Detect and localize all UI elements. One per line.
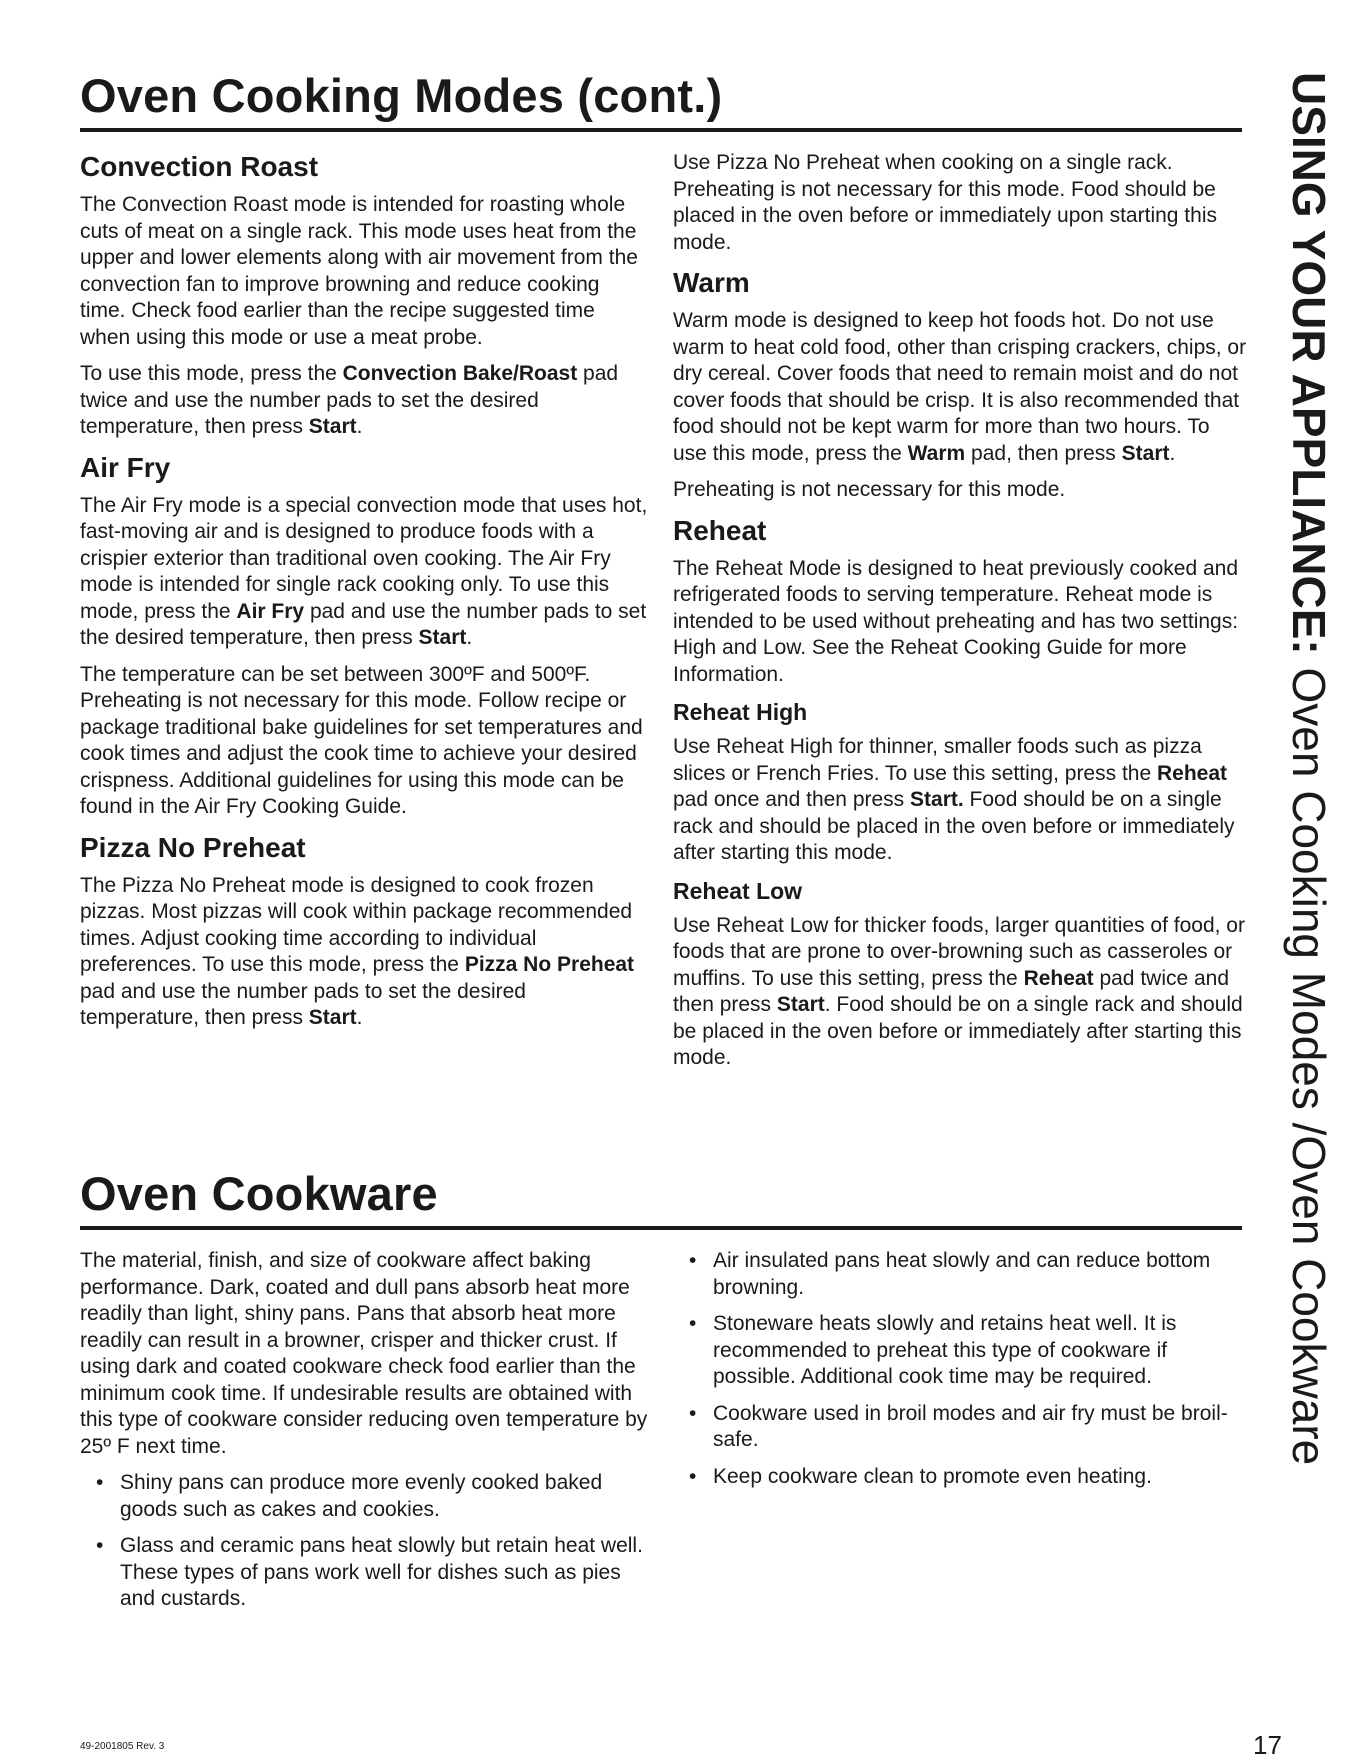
section-title-cookware: Oven Cookware bbox=[80, 1167, 438, 1220]
heading-reheat: Reheat bbox=[673, 514, 767, 546]
list-item bbox=[673, 1311, 1233, 1391]
list-item-text: Cookware used in broil modes and air fry must be broil-safe. bbox=[713, 1401, 1228, 1451]
list-item bbox=[673, 1248, 1233, 1301]
paragraph bbox=[673, 913, 1248, 1072]
paragraph: The Convection Roast mode is intended for roasting whole cuts of meat on a single rack. This mode uses heat from the upper and lower elements along with air movement from the convection fan to improve browning and reduce cooking time. Check food earlier than the recipe suggested time when using this mode or use a meat probe. bbox=[80, 193, 638, 349]
cookware-left-column bbox=[80, 1248, 650, 1623]
bullet-icon: • bbox=[689, 1401, 697, 1425]
heading-warm: Warm bbox=[673, 267, 750, 298]
list-item-text: Stoneware heats slowly and retains heat well. It is recommended to preheat this type of cookware if possible. Additional cook time may be required. bbox=[713, 1312, 1177, 1388]
paragraph: The temperature can be set between 300ºF and 500ºF. Preheating is not necessary for this mode. Follow recipe or package traditional bake guidelines for set temperatures and cook times and adjust the cook time to achieve your desired crispness. Additional guidelines for using this mode can be found in the Air Fry Cooking Guide. bbox=[80, 662, 643, 818]
list-item-text: Glass and ceramic pans heat slowly but retain heat well. These types of pans work well for dishes such as pies and custards. bbox=[120, 1534, 643, 1610]
bullet-list bbox=[80, 1470, 650, 1613]
side-section-tab bbox=[1269, 72, 1349, 1466]
paragraph bbox=[80, 361, 650, 441]
right-column bbox=[673, 150, 1248, 1082]
heading-pizza-no-preheat: Pizza No Preheat bbox=[80, 831, 306, 863]
text: pad and use the number pads to set the desired temperature, then press bbox=[80, 979, 526, 1029]
text: . bbox=[466, 626, 473, 649]
bullet-icon: • bbox=[689, 1249, 697, 1272]
text: . Food should be on a single rack and should be placed in the oven before or immediately after starting this mode. bbox=[673, 993, 1243, 1069]
pad-name: Start bbox=[776, 993, 825, 1016]
pad-name: Start. bbox=[910, 788, 964, 811]
paragraph bbox=[673, 734, 1248, 867]
text: Food should be on a single rack and should be placed in the oven before or immediately after starting this mode. bbox=[673, 788, 1235, 864]
list-item bbox=[80, 1533, 650, 1613]
pad-name: Start bbox=[308, 1006, 357, 1029]
side-tab-light: Oven Cooking Modes /Oven Cookware bbox=[1283, 654, 1335, 1466]
text: The Air Fry mode is a special convection mode that uses hot, fast-moving air and is designed to produce foods with a crispier exterior than traditional oven cooking. The Air Fry mode is intended for single rack cooking only. To use this mode, press the bbox=[80, 493, 648, 623]
text: pad once and then press bbox=[673, 788, 911, 811]
text: Use Reheat Low for thicker foods, larger quantities of food, or foods that are prone to over-browning such as casseroles or muffins. To use this setting, press the bbox=[673, 913, 1245, 990]
list-item bbox=[673, 1401, 1233, 1454]
section-rule bbox=[80, 1226, 1242, 1230]
paragraph bbox=[673, 308, 1248, 467]
paragraph bbox=[80, 493, 650, 652]
pad-name: Warm bbox=[907, 441, 966, 465]
cookware-right-column bbox=[673, 1248, 1233, 1500]
text: pad, then press bbox=[965, 441, 1122, 465]
heading-convection-roast: Convection Roast bbox=[80, 151, 319, 182]
pad-name: Convection Bake/Roast bbox=[342, 362, 578, 385]
text: Use Reheat High for thinner, smaller foods such as pizza slices or French Fries. To use this setting, press the bbox=[673, 735, 1202, 785]
list-item-text: Keep cookware clean to promote even heating. bbox=[713, 1464, 1152, 1488]
paragraph: Preheating is not necessary for this mode. bbox=[673, 478, 1066, 501]
heading-reheat-high: Reheat High bbox=[673, 699, 808, 725]
page-title-cooking-modes: Oven Cooking Modes (cont.) bbox=[80, 69, 723, 122]
pad-name: Start bbox=[418, 626, 467, 649]
left-column bbox=[80, 146, 650, 1042]
document-number: 49-2001805 Rev. 3 bbox=[80, 1741, 165, 1752]
text: . bbox=[356, 415, 363, 438]
text: The Pizza No Preheat mode is designed to cook frozen pizzas. Most pizzas will cook within package recommended times. Adjust cooking time according to individual preferences. To use this mode, press the bbox=[80, 873, 633, 976]
bullet-icon: • bbox=[96, 1471, 104, 1494]
heading-air-fry: Air Fry bbox=[80, 451, 171, 483]
bullet-icon: • bbox=[689, 1464, 697, 1488]
title-rule bbox=[80, 128, 1242, 132]
bullet-icon: • bbox=[689, 1312, 697, 1335]
list-item bbox=[80, 1470, 650, 1523]
side-tab-label bbox=[1269, 72, 1349, 1466]
text: . bbox=[356, 1006, 363, 1029]
page-number: 17 bbox=[1253, 1730, 1282, 1760]
text: pad twice and use the number pads to set the desired temperature, then press bbox=[80, 362, 619, 438]
paragraph: Use Pizza No Preheat when cooking on a single rack. Preheating is not necessary for this mode. Food should be placed in the oven before or immediately upon starting this mode. bbox=[673, 151, 1217, 254]
pad-name: Start bbox=[308, 415, 357, 438]
paragraph bbox=[80, 873, 650, 1032]
list-item-text: Shiny pans can produce more evenly cooked baked goods such as cakes and cookies. bbox=[120, 1471, 603, 1521]
bullet-list bbox=[673, 1248, 1233, 1490]
text: Warm mode is designed to keep hot foods hot. Do not use warm to heat cold food, other than crisping crackers, chips, or dry cereal. Cover foods that need to remain moist and do not cover foods that should be crisp. It is also recommended that food should not be kept warm for more than two hours. To use this mode, press the bbox=[673, 309, 1247, 465]
pad-name: Pizza No Preheat bbox=[464, 953, 635, 976]
side-tab-strong: USING YOUR APPLIANCE: bbox=[1283, 72, 1335, 655]
text: To use this mode, press the bbox=[80, 362, 343, 385]
text: pad twice and then press bbox=[673, 966, 1230, 1016]
list-item bbox=[673, 1464, 1233, 1491]
pad-name: Air Fry bbox=[236, 599, 305, 623]
pad-name: Reheat bbox=[1156, 761, 1228, 785]
bullet-icon: • bbox=[96, 1534, 104, 1557]
pad-name: Reheat bbox=[1023, 966, 1094, 990]
text: . bbox=[1169, 441, 1176, 465]
text: pad and use the number pads to set the desired temperature, then press bbox=[80, 599, 647, 649]
paragraph: The material, finish, and size of cookware affect baking performance. Dark, coated and dull pans absorb heat more readily than light, shiny pans. Pans that absorb heat more readily can result in a browner, crisper and thicker crust. If using dark and coated cookware check food earlier than the minimum cook time. If undesirable results are obtained with this type of cookware consider reducing oven temperature by 25º F next time. bbox=[80, 1249, 648, 1458]
paragraph: The Reheat Mode is designed to heat previously cooked and refrigerated foods to serving temperature. Reheat mode is intended to be used without preheating and has two settings: High and Low. See the Reheat Cooking Guide for more Information. bbox=[673, 556, 1239, 686]
heading-reheat-low: Reheat Low bbox=[673, 877, 803, 904]
list-item-text: Air insulated pans heat slowly and can reduce bottom browning. bbox=[713, 1249, 1211, 1299]
pad-name: Start bbox=[1121, 441, 1170, 465]
